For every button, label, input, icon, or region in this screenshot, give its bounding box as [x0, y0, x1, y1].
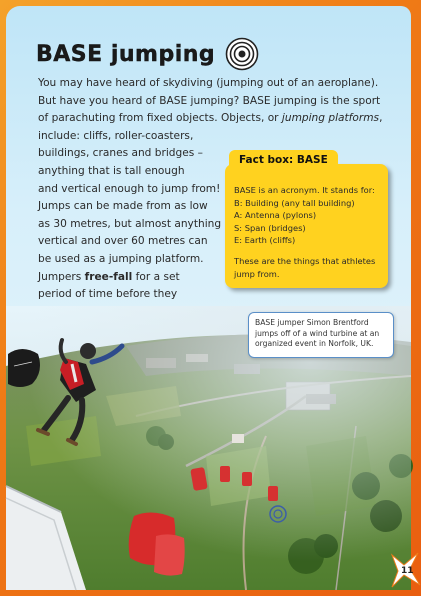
- fact-item: A: Antenna (pylons): [234, 210, 317, 221]
- target-icon: [225, 37, 259, 71]
- body-line: You may have heard of skydiving (jumping out of an aeroplane).: [38, 77, 379, 89]
- body-line: include: cliffs, roller-coasters,: [38, 129, 194, 142]
- caption-line: jumps off of a wind turbine at an: [255, 328, 380, 338]
- body-line: Jumpers free-fall for a set: [38, 270, 180, 283]
- page-title: BASE jumping: [36, 41, 216, 67]
- fact-outro: These are the things that athletes: [234, 255, 376, 266]
- fact-item: B: Building (any tall building): [234, 197, 355, 208]
- italic-phrase: jumping platforms: [281, 112, 380, 125]
- body-line: of parachuting from fixed objects. Objects, or jumping platforms,: [38, 112, 383, 125]
- fact-box-title: Fact box: BASE: [229, 150, 338, 169]
- fact-item: S: Span (bridges): [234, 222, 306, 233]
- body-line: period of time before they: [38, 288, 178, 301]
- body-line: Jumps can be made from as low: [38, 200, 208, 213]
- body-line: and vertical enough to jump from!: [38, 182, 221, 195]
- body-line: be used as a jumping platform.: [38, 252, 204, 265]
- photo-caption: [248, 312, 394, 358]
- fact-outro: jump from.: [234, 268, 280, 279]
- fact-item: E: Earth (cliffs): [234, 235, 296, 246]
- page-number-badge: [390, 553, 420, 587]
- page: [6, 6, 414, 590]
- bold-word: free-fall: [84, 270, 133, 283]
- fact-box: [225, 154, 388, 288]
- body-line: as 30 metres, but almost anything: [38, 217, 222, 230]
- fact-intro: BASE is an acronym. It stands for:: [234, 185, 375, 195]
- caption-line: organized event in Norfolk, UK.: [255, 339, 374, 349]
- title-row: [36, 34, 259, 74]
- body-line: vertical and over 60 metres can: [38, 235, 208, 248]
- caption-line: BASE jumper Simon Brentford: [255, 318, 369, 327]
- body-line: anything that is tall enough: [38, 164, 185, 177]
- page-number: 11: [401, 566, 414, 576]
- body-line: But have you heard of BASE jumping? BASE jumping is the sport: [38, 94, 381, 107]
- body-line: buildings, cranes and bridges –: [38, 147, 203, 160]
